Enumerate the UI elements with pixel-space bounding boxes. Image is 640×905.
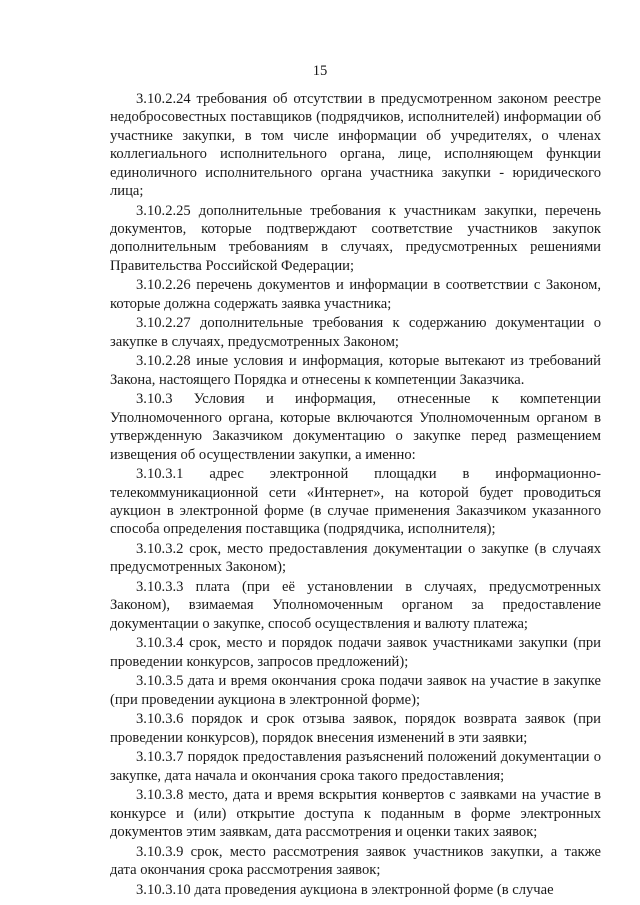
paragraph-3-10-2-28: 3.10.2.28 иные условия и информация, которые вытекают из требований Закона, настоящего Порядка и отнесены к компетенции Заказчика. xyxy=(110,353,601,388)
document-body xyxy=(110,90,601,900)
paragraph-3-10-3-5: 3.10.3.5 дата и время окончания срока подачи заявок на участие в закупке (при проведении аукциона в электронной форме); xyxy=(110,673,601,708)
paragraph-3-10-3-1: 3.10.3.1 адрес электронной площадки в информационно-телекоммуникационной сети «Интернет», на которой будет проводиться аукцион в электронной форме (в случае применения Заказчиком указанного способа определения поставщика (подрядчика, исполнителя); xyxy=(110,466,601,538)
paragraph-3-10-3-4: 3.10.3.4 срок, место и порядок подачи заявок участниками закупки (при проведении конкурсов, запросов предложений); xyxy=(110,635,601,670)
paragraph-3-10-2-25: 3.10.2.25 дополнительные требования к участникам закупки, перечень документов, которые подтверждают соответствие участников закупок дополнительным требованиям в случаях, предусмотренных решениями Правительства Российской Федерации; xyxy=(110,202,601,274)
paragraph-3-10-2-24: 3.10.2.24 требования об отсутствии в предусмотренном законом реестре недобросовестных поставщиков (подрядчиков, исполнителей) информации об участнике закупки, в том числе информации об учредителях, о членах коллегиального исполнительного органа, лице, исполняющем функции единоличного исполнительного органа участника закупки - юридического лица; xyxy=(110,91,601,200)
paragraph-3-10-3-3: 3.10.3.3 плата (при её установлении в случаях, предусмотренных Законом), взимаемая Уполномоченным органом за предоставление документации о закупке, способ осуществления и валюту платежа; xyxy=(110,579,601,632)
paragraph-3-10-3-2: 3.10.3.2 срок, место предоставления документации о закупке (в случаях предусмотренных Законом); xyxy=(110,541,601,576)
paragraph-3-10-2-26: 3.10.2.26 перечень документов и информации в соответствии с Законом, которые должна содержать заявка участника; xyxy=(110,277,601,312)
paragraph-3-10-3-10: 3.10.3.10 дата проведения аукциона в электронной форме (в случае xyxy=(136,881,554,898)
paragraph-3-10-3-7: 3.10.3.7 порядок предоставления разъяснений положений документации о закупке, дата начала и окончания срока такого предоставления; xyxy=(110,749,601,784)
paragraph-3-10-3: 3.10.3 Условия и информация, отнесенные к компетенции Уполномоченного органа, которые включаются Уполномоченным органом в утвержденную Заказчиком документацию о закупке перед размещением извещения об осуществлении закупки, а именно: xyxy=(110,391,601,463)
paragraph-3-10-3-8: 3.10.3.8 место, дата и время вскрытия конвертов с заявками на участие в конкурсе и (или) открытие доступа к поданным в форме электронных документов этим заявкам, дата рассмотрения и оценки таких заявок; xyxy=(110,787,601,841)
paragraph-3-10-3-9: 3.10.3.9 срок, место рассмотрения заявок участников закупки, а также дата окончания срока рассмотрения заявок; xyxy=(110,843,601,879)
paragraph-3-10-2-27: 3.10.2.27 дополнительные требования к содержанию документации о закупке в случаях, предусмотренных Законом; xyxy=(110,315,601,350)
paragraph-3-10-3-6: 3.10.3.6 порядок и срок отзыва заявок, порядок возврата заявок (при проведении конкурсов), порядок внесения изменений в эти заявки; xyxy=(110,711,601,746)
page-number: 15 xyxy=(312,63,328,79)
